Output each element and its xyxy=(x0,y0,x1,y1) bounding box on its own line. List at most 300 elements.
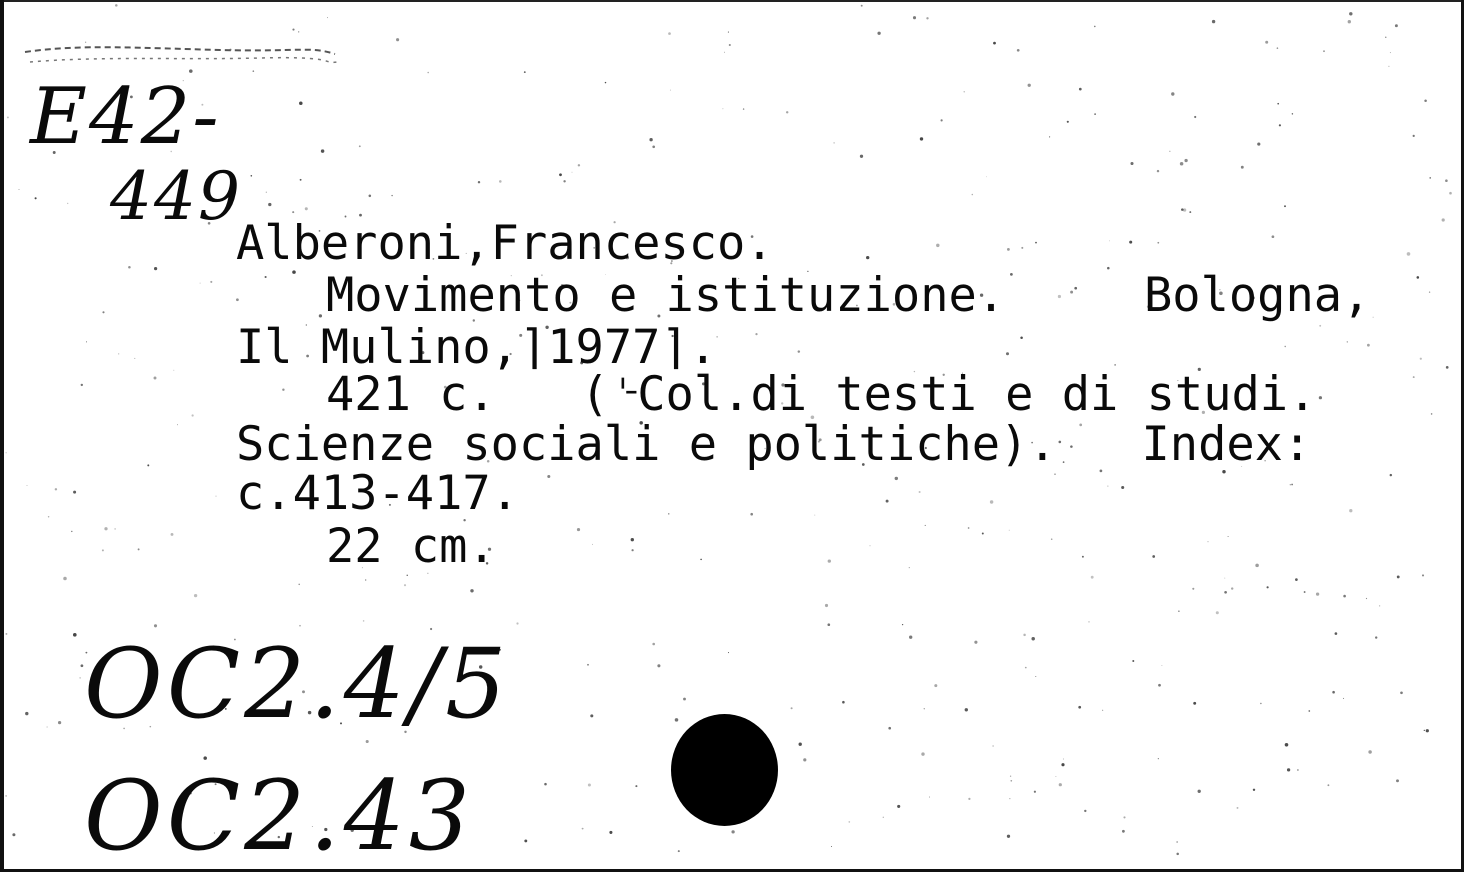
speckle xyxy=(524,839,527,842)
speckle xyxy=(499,180,502,183)
speckle xyxy=(577,528,580,531)
speckle xyxy=(1424,100,1427,103)
speckle xyxy=(974,641,977,644)
speckle xyxy=(1429,291,1430,292)
speckle xyxy=(592,544,593,545)
speckle xyxy=(1192,588,1194,590)
speckle xyxy=(649,138,652,141)
speckle xyxy=(1429,177,1431,179)
speckle xyxy=(588,783,591,786)
speckle xyxy=(1010,273,1013,276)
speckle xyxy=(1034,791,1036,793)
speckle xyxy=(5,795,7,797)
speckle xyxy=(936,244,939,247)
speckle xyxy=(1157,170,1159,172)
speckle xyxy=(1308,710,1310,712)
speckle xyxy=(154,624,157,627)
speckle xyxy=(1059,783,1062,786)
speckle xyxy=(897,805,900,808)
speckle xyxy=(668,513,669,514)
speckle xyxy=(1241,166,1244,169)
speckle xyxy=(913,16,916,19)
speckle xyxy=(1070,291,1073,294)
speckle xyxy=(321,149,324,152)
speckle xyxy=(825,604,828,607)
collation-series: 421 c. (⌎Col.di testi e di studi. xyxy=(326,367,1317,422)
speckle xyxy=(27,485,28,486)
speckle xyxy=(1277,47,1279,49)
speckle xyxy=(750,513,753,516)
speckle xyxy=(1176,841,1177,842)
speckle xyxy=(251,175,253,177)
speckle xyxy=(86,341,87,342)
speckle xyxy=(48,516,49,517)
publisher-date: Il Mulino,⌉1977⌉. xyxy=(236,320,718,375)
speckle xyxy=(883,817,884,818)
speckle xyxy=(1231,587,1233,589)
speckle xyxy=(1094,113,1096,115)
speckle xyxy=(590,714,593,717)
speckle xyxy=(965,708,968,711)
speckle xyxy=(1158,684,1161,687)
speckle xyxy=(79,677,80,678)
speckle xyxy=(1366,598,1367,599)
speckle xyxy=(921,752,924,755)
speckle xyxy=(1413,376,1415,378)
speckle xyxy=(1367,344,1370,347)
speckle xyxy=(860,155,863,158)
speckle xyxy=(1224,591,1227,594)
speckle xyxy=(1390,474,1392,476)
speckle xyxy=(173,370,174,371)
speckle xyxy=(298,31,299,32)
speckle xyxy=(1442,218,1445,221)
speckle xyxy=(7,116,9,118)
speckle xyxy=(1319,396,1322,399)
speckle xyxy=(25,712,28,715)
speckle xyxy=(1122,830,1125,833)
speckle xyxy=(1290,484,1291,485)
speckle xyxy=(870,545,871,546)
speckle xyxy=(1009,530,1010,531)
speckle xyxy=(470,589,473,592)
speckle xyxy=(1279,124,1281,126)
speckle xyxy=(799,743,802,746)
series-index: Scienze sociali e politiche). Index: xyxy=(236,417,1312,472)
speckle xyxy=(1088,621,1089,622)
speckle xyxy=(1157,242,1159,244)
speckle xyxy=(990,500,993,503)
speckle xyxy=(547,475,550,478)
speckle xyxy=(1284,346,1285,347)
speckle xyxy=(266,192,267,193)
speckle xyxy=(722,108,723,109)
speckle xyxy=(1035,242,1037,244)
speckle xyxy=(1107,267,1110,270)
speckle xyxy=(1102,710,1103,711)
speckle xyxy=(1257,143,1260,146)
speckle xyxy=(118,353,119,354)
shelfmark-2: OC2.43 xyxy=(84,760,474,872)
speckle xyxy=(1388,66,1389,67)
speckle xyxy=(755,333,757,335)
speckle xyxy=(1287,768,1290,771)
speckle xyxy=(1304,591,1306,593)
speckle xyxy=(154,377,157,380)
speckle xyxy=(191,414,193,416)
speckle xyxy=(635,785,637,787)
speckle xyxy=(128,266,131,269)
speckle xyxy=(55,488,57,490)
speckle xyxy=(365,579,366,580)
speckle xyxy=(298,584,299,585)
speckle xyxy=(964,91,965,92)
speckle xyxy=(1079,88,1082,91)
speckle xyxy=(1292,113,1293,114)
speckle xyxy=(1424,730,1425,731)
speckle xyxy=(1255,564,1259,568)
speckle xyxy=(1417,276,1420,279)
speckle xyxy=(814,515,815,516)
speckle xyxy=(359,145,361,147)
speckle xyxy=(895,477,898,480)
speckle xyxy=(786,111,788,113)
speckle xyxy=(114,528,116,530)
speckle xyxy=(1216,611,1219,614)
speckle xyxy=(292,29,294,31)
speckle xyxy=(1028,84,1031,87)
speckle xyxy=(544,783,547,786)
speckle xyxy=(1445,179,1448,182)
speckle xyxy=(81,384,83,386)
speckle xyxy=(1253,789,1255,791)
speckle xyxy=(1349,509,1352,512)
speckle xyxy=(1277,103,1279,105)
speckle xyxy=(1132,660,1134,662)
speckle xyxy=(909,636,912,639)
speckle xyxy=(134,358,135,359)
speckle xyxy=(1082,556,1084,558)
speckle xyxy=(1420,358,1422,360)
speckle xyxy=(926,17,928,19)
speckle xyxy=(1109,240,1110,241)
speckle xyxy=(1327,784,1329,786)
speckle xyxy=(1291,484,1293,486)
speckle xyxy=(675,718,679,722)
speckle xyxy=(391,195,392,196)
speckle xyxy=(1169,151,1170,152)
speckle xyxy=(1323,50,1325,52)
speckle xyxy=(1446,366,1449,369)
speckle xyxy=(35,197,37,199)
speckle xyxy=(831,846,832,847)
speckle xyxy=(1422,574,1424,576)
speckle xyxy=(1228,536,1229,537)
speckle xyxy=(1267,586,1269,588)
speckle xyxy=(1349,12,1352,15)
speckle xyxy=(516,622,518,624)
speckle xyxy=(1348,20,1351,23)
speckle xyxy=(177,424,178,425)
speckle xyxy=(1035,676,1036,677)
speckle xyxy=(728,652,729,653)
speckle xyxy=(631,538,634,541)
speckle xyxy=(1335,632,1338,635)
speckle xyxy=(1161,665,1162,666)
speckle xyxy=(1343,698,1344,699)
speckle xyxy=(888,727,891,730)
speckle xyxy=(1020,336,1023,339)
speckle xyxy=(798,350,800,352)
speckle xyxy=(215,496,216,497)
speckle xyxy=(572,172,573,173)
speckle xyxy=(791,707,793,709)
speckle xyxy=(652,145,655,148)
speckle xyxy=(427,72,429,74)
speckle xyxy=(1426,729,1429,732)
title-statement: Movimento e istituzione. xyxy=(326,268,1006,323)
speckle xyxy=(236,298,239,301)
speckle xyxy=(1189,211,1191,213)
speckle xyxy=(1067,121,1069,123)
speckle xyxy=(1449,192,1452,195)
speckle xyxy=(1074,287,1077,290)
speckle xyxy=(1260,703,1261,704)
speckle xyxy=(920,137,923,140)
index-pages: c.413-417. xyxy=(236,466,519,521)
speckle xyxy=(154,267,157,270)
publication-place: Bologna, xyxy=(1144,268,1371,323)
speckle xyxy=(731,830,734,833)
speckle xyxy=(1400,691,1403,694)
speckle xyxy=(1198,790,1201,793)
speckle xyxy=(1431,413,1433,415)
speckle xyxy=(1129,241,1132,244)
speckle xyxy=(1061,763,1064,766)
speckle xyxy=(1123,816,1125,818)
speckle xyxy=(1058,295,1061,298)
speckle xyxy=(1184,159,1187,162)
speckle xyxy=(1006,352,1009,355)
speckle xyxy=(929,797,930,798)
speckle xyxy=(1010,776,1011,777)
speckle xyxy=(657,664,660,667)
speckle xyxy=(700,559,702,561)
speckle xyxy=(828,559,831,562)
speckle xyxy=(1049,136,1050,137)
speckle xyxy=(968,798,970,800)
speckle xyxy=(1395,24,1398,27)
speckle xyxy=(668,32,671,35)
speckle xyxy=(968,527,970,529)
speckle xyxy=(327,17,328,18)
speckle xyxy=(670,90,671,91)
speckle xyxy=(803,758,806,761)
speckle xyxy=(743,108,744,109)
speckle xyxy=(71,531,72,532)
speckle xyxy=(1007,835,1010,838)
speckle xyxy=(73,633,77,637)
speckle xyxy=(631,549,633,551)
speckle xyxy=(827,623,830,626)
speckle xyxy=(609,831,612,834)
speckle xyxy=(115,4,118,7)
speckle xyxy=(1285,743,1289,747)
speckle xyxy=(866,256,869,259)
speckle xyxy=(67,203,68,204)
speckle xyxy=(678,850,680,852)
speckle xyxy=(1396,779,1399,782)
speckle xyxy=(993,42,996,45)
speckle xyxy=(1055,776,1056,777)
speckle xyxy=(47,726,48,727)
speckle xyxy=(1025,667,1027,669)
speckle xyxy=(578,164,580,166)
speckle xyxy=(1181,208,1184,211)
speckle xyxy=(902,624,903,625)
speckle xyxy=(1272,235,1275,238)
speckle xyxy=(5,633,7,635)
speckle xyxy=(972,194,974,196)
speckle xyxy=(1091,576,1094,579)
speckle xyxy=(563,180,565,182)
speckle xyxy=(941,119,943,121)
speckle xyxy=(6,452,7,453)
speckle xyxy=(1212,20,1215,23)
speckle xyxy=(1407,252,1411,256)
speckle xyxy=(1347,341,1348,342)
speckle xyxy=(1178,610,1179,611)
speckle xyxy=(652,643,655,646)
speckle xyxy=(1385,37,1386,38)
speckle xyxy=(729,44,731,46)
speckle xyxy=(1193,702,1196,705)
speckle xyxy=(1180,162,1184,166)
speckle xyxy=(992,745,993,746)
speckle xyxy=(1373,317,1374,318)
speckle xyxy=(986,176,987,177)
speckle xyxy=(63,577,67,581)
speckle xyxy=(58,721,61,724)
speckle xyxy=(605,82,606,83)
speckle xyxy=(924,708,925,709)
speckle xyxy=(1107,486,1108,487)
speckle xyxy=(1413,135,1415,137)
speckle xyxy=(300,179,302,181)
speckle xyxy=(1265,41,1268,44)
speckle xyxy=(934,684,937,687)
call-number-line-1: E42- xyxy=(30,72,221,162)
speckle xyxy=(1194,116,1196,118)
speckle xyxy=(1130,162,1133,165)
shelfmark-1: OC2.4/5 xyxy=(84,628,511,740)
speckle xyxy=(194,594,197,597)
speckle xyxy=(1332,691,1335,694)
speckle xyxy=(19,189,20,190)
speckle xyxy=(210,281,212,283)
speckle xyxy=(73,491,76,494)
speckle xyxy=(919,491,921,493)
speckle xyxy=(1379,605,1380,606)
speckle xyxy=(1007,248,1010,251)
speckle xyxy=(81,664,84,667)
speckle xyxy=(366,740,369,743)
speckle xyxy=(1158,758,1159,759)
speckle xyxy=(724,52,725,53)
speckle xyxy=(102,549,104,551)
speckle xyxy=(728,32,729,33)
speckle xyxy=(363,620,365,622)
speckle xyxy=(299,625,301,627)
speckle xyxy=(1207,541,1208,542)
speckle xyxy=(1010,780,1012,782)
speckle xyxy=(909,567,910,568)
speckle xyxy=(1152,555,1155,558)
speckle xyxy=(1094,26,1096,28)
speckle xyxy=(683,698,686,701)
speckle xyxy=(925,525,926,526)
call-number-line-2: 449 xyxy=(110,158,242,235)
speckle xyxy=(102,311,104,313)
speckle xyxy=(833,142,834,143)
speckle xyxy=(524,71,526,73)
speckle xyxy=(1390,52,1391,53)
speckle xyxy=(1343,595,1346,598)
speckle xyxy=(1368,750,1371,753)
speckle xyxy=(299,102,303,106)
speckle xyxy=(12,833,15,836)
speckle xyxy=(138,548,140,550)
speckle xyxy=(1121,486,1124,489)
speckle xyxy=(1023,634,1025,636)
speckle xyxy=(268,203,271,206)
speckle xyxy=(1316,592,1319,595)
speckle xyxy=(1237,807,1239,809)
author-heading: Alberoni,Francesco. xyxy=(236,216,774,271)
speckle xyxy=(1009,798,1010,799)
speckle xyxy=(147,464,149,466)
speckle xyxy=(1224,578,1225,579)
speckle xyxy=(587,664,589,666)
speckle xyxy=(1021,247,1023,249)
speckle xyxy=(1171,92,1174,95)
speckle xyxy=(396,38,399,41)
speckle xyxy=(1084,810,1086,812)
speckle xyxy=(886,500,889,503)
punch-hole xyxy=(671,714,778,826)
speckle xyxy=(282,388,284,390)
speckle xyxy=(982,533,984,535)
speckle xyxy=(1031,637,1034,640)
speckle xyxy=(1176,853,1179,856)
speckle xyxy=(582,828,584,830)
speckle xyxy=(404,584,406,586)
speckle xyxy=(478,181,480,183)
speckle xyxy=(1078,706,1081,709)
speckle xyxy=(1284,205,1286,207)
speckle xyxy=(305,207,308,210)
speckle xyxy=(1017,49,1020,52)
speckle xyxy=(1051,538,1053,540)
speckle xyxy=(265,276,267,278)
speckle xyxy=(1295,578,1298,581)
speckle xyxy=(369,195,372,198)
speckle xyxy=(171,533,174,536)
speckle xyxy=(861,5,863,7)
speckle xyxy=(104,527,107,530)
speckle xyxy=(842,701,845,704)
speckle xyxy=(1063,759,1064,760)
